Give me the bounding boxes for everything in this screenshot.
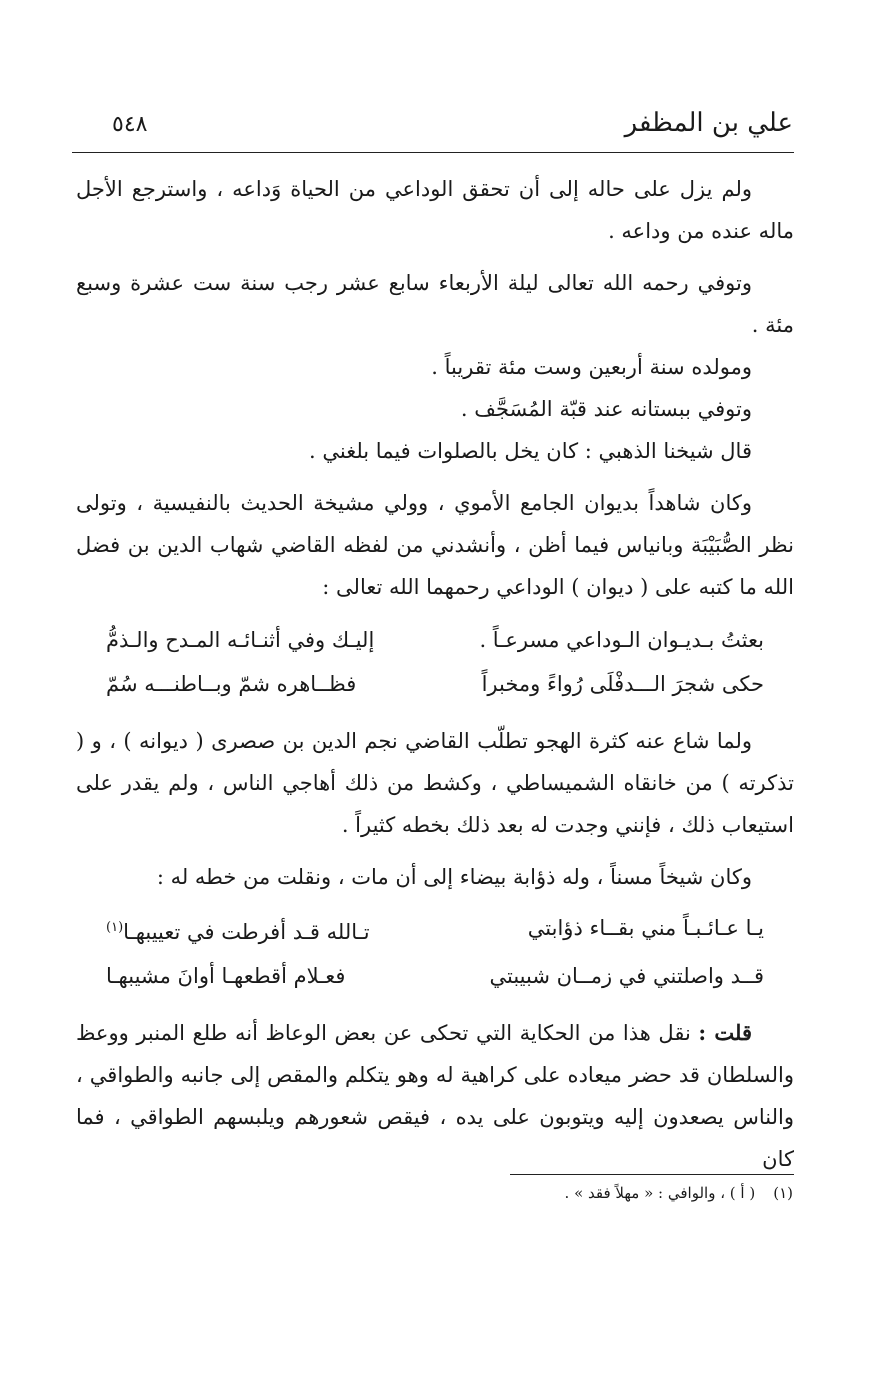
page-number: ٥٤٨ bbox=[112, 112, 148, 137]
paragraph-2-line-2: ومولده سنة أربعين وست مئة تقريباً . bbox=[431, 355, 752, 379]
verse-hemistich-right: يـا عـائـبـاً مني بقــاء ذؤابتي bbox=[527, 916, 764, 940]
verse-hemistich-right: قــد واصلتني في زمــان شبيبتي bbox=[489, 964, 764, 988]
body-text bbox=[76, 168, 794, 1180]
verse-line bbox=[106, 662, 764, 706]
verse-hemistich-left-text: تـالله قـد أفرطت في تعييبهـا bbox=[123, 920, 370, 944]
paragraph-2 bbox=[76, 262, 794, 472]
footnote-rule bbox=[510, 1174, 794, 1175]
paragraph-6-lead: قلت : bbox=[698, 1020, 752, 1045]
paragraph-2-line-4: قال شيخنا الذهبي : كان يخل بالصلوات فيما بلغني . bbox=[309, 439, 752, 463]
verse-hemistich-left: إليـك وفي أثنـائـه المـدح والـذمُّ bbox=[106, 628, 375, 652]
verse-group-1 bbox=[76, 618, 794, 706]
paragraph-6-text: نقل هذا من الحكاية التي تحكى عن بعض الوعاظ أنه طلع المنبر ووعظ والسلطان قد حضر ميعاده على كراهية له وهو يتكلم والمقص إلى جانبه والطواقي ، والناس يصعدون إليه ويتوبون على يده ، فيقص شعورهم ويلبسهم الطواقي ، فما كان bbox=[76, 1021, 794, 1171]
verse-hemistich-left: فعـلام أقطعهـا أوانَ مشيبهـا bbox=[106, 964, 346, 988]
verse-hemistich-left: فظــاهره شمّ وبــاطنـــه سُمّ bbox=[106, 672, 357, 696]
verse-line bbox=[106, 954, 764, 998]
verse-hemistich-left bbox=[106, 906, 370, 954]
paragraph-2-line-3: وتوفي ببستانه عند قبّة المُسَجَّف . bbox=[460, 397, 752, 421]
paragraph-6 bbox=[76, 1012, 794, 1180]
paragraph-1: ولم يزل على حاله إلى أن تحقق الوداعي من الحياة وَداعه ، واسترجع الأجل ماله عنده من وداعه . bbox=[76, 177, 794, 243]
header-rule bbox=[72, 152, 794, 153]
footnote bbox=[565, 1184, 793, 1202]
running-title: علي بن المظفر bbox=[624, 108, 793, 138]
verse-hemistich-right: بعثتُ بـديـوان الـوداعي مسرعـاً . bbox=[479, 628, 764, 652]
verse-line bbox=[106, 618, 764, 662]
footnote-marker: (١) bbox=[106, 920, 124, 935]
paragraph-3: وكان شاهداً بديوان الجامع الأموي ، وولي مشيخة الحديث بالنفيسية ، وتولى نظر الصُّبَيْبَة وبانياس فيما أظن ، وأنشدني من لفظه القاضي شهاب الدين بن فضل الله ما كتبه على ( ديوان ) الوداعي رحمهما الله تعالى : bbox=[76, 491, 794, 599]
verse-group-2 bbox=[76, 906, 794, 998]
verse-line bbox=[106, 906, 764, 954]
footnote-number: (١) bbox=[773, 1184, 793, 1202]
paragraph-5: وكان شيخاً مسناً ، وله ذؤابة بيضاء إلى أن مات ، ونقلت من خطه له : bbox=[156, 865, 752, 889]
paragraph-4: ولما شاع عنه كثرة الهجو تطلّب القاضي نجم الدين بن صصرى ( ديوانه ) ، و ( تذكرته ) من خانقاه الشميساطي ، وكشط من ذلك أهاجي الناس ، ولم يقدر على استيعاب ذلك ، فإنني وجدت له بعد ذلك بخطه كثيراً . bbox=[76, 729, 794, 837]
verse-hemistich-right: حكى شجرَ الـــدفْلَى رُواءً ومخبراً bbox=[481, 672, 764, 696]
footnote-text: ( أ ) ، والوافي : « مهلاً فقد » . bbox=[564, 1184, 756, 1202]
paragraph-2-line-1: وتوفي رحمه الله تعالى ليلة الأربعاء سابع عشر رجب سنة ست عشرة وسبع مئة . bbox=[76, 271, 794, 337]
